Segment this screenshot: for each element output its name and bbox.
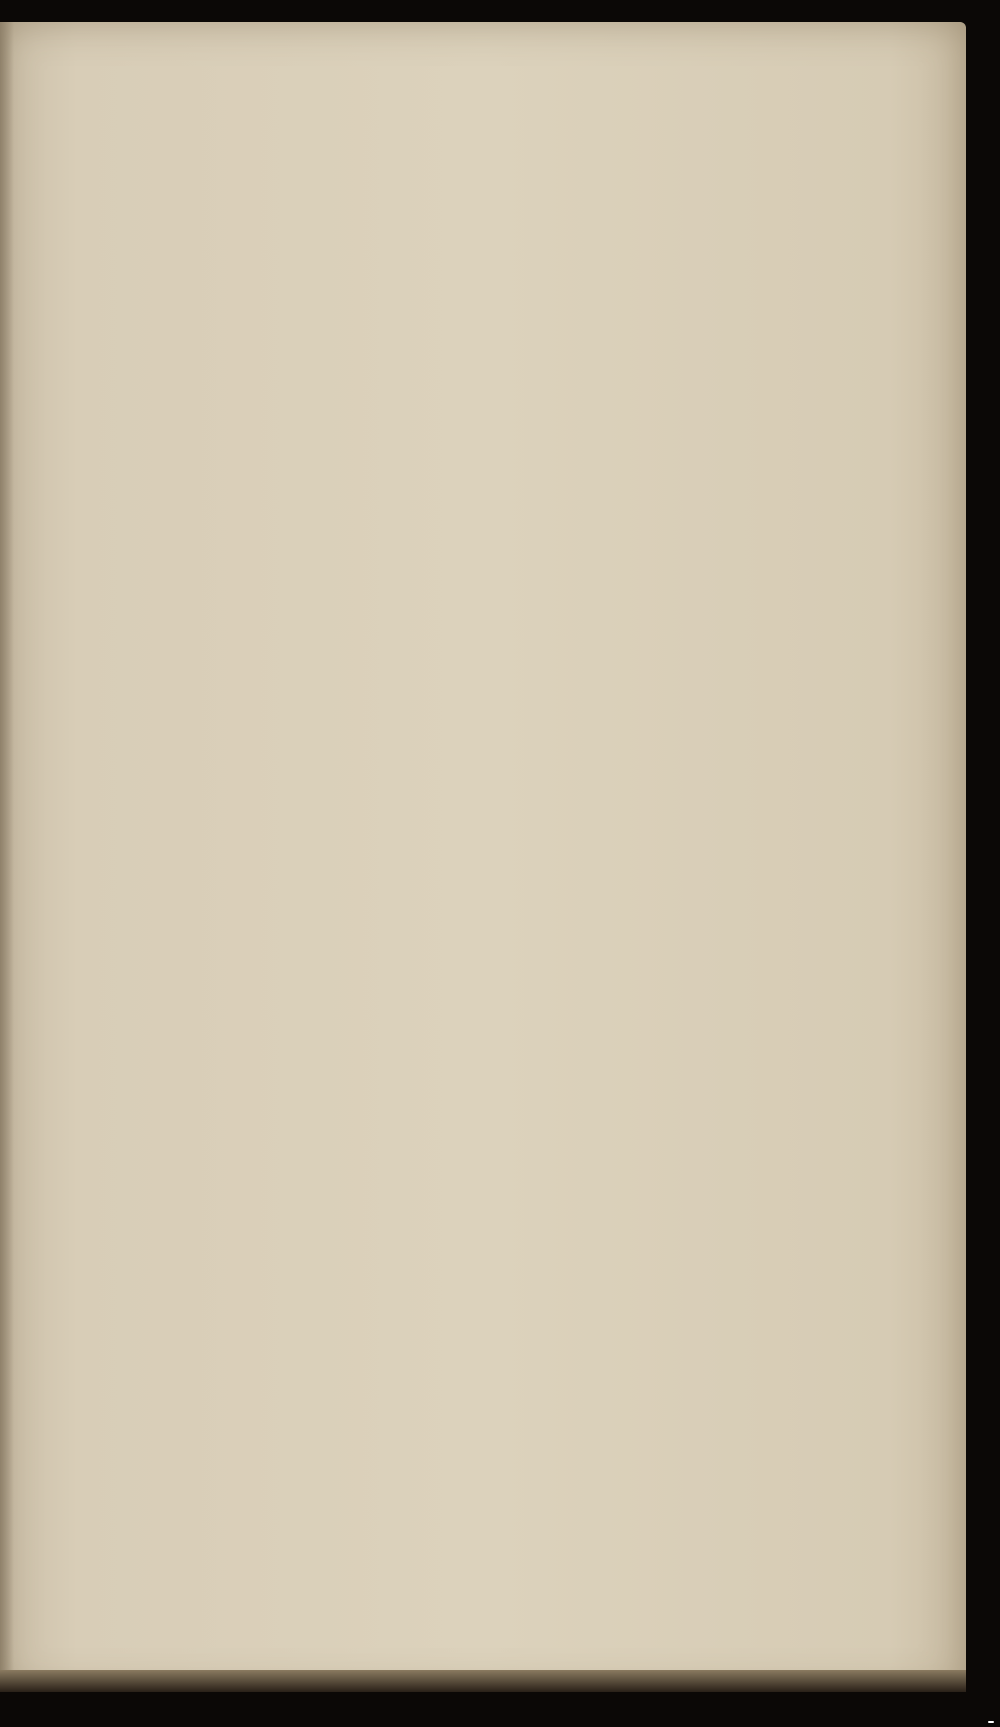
page-edge — [0, 1670, 966, 1692]
decorated-initial — [22, 850, 149, 1010]
marginal-note — [738, 1010, 858, 1074]
book-page — [0, 22, 966, 1692]
digitization-credit — [984, 1721, 994, 1723]
marginal-note-line — [738, 1042, 858, 1074]
marginal-note-line — [738, 1010, 858, 1042]
dfg-logo — [988, 1721, 994, 1723]
